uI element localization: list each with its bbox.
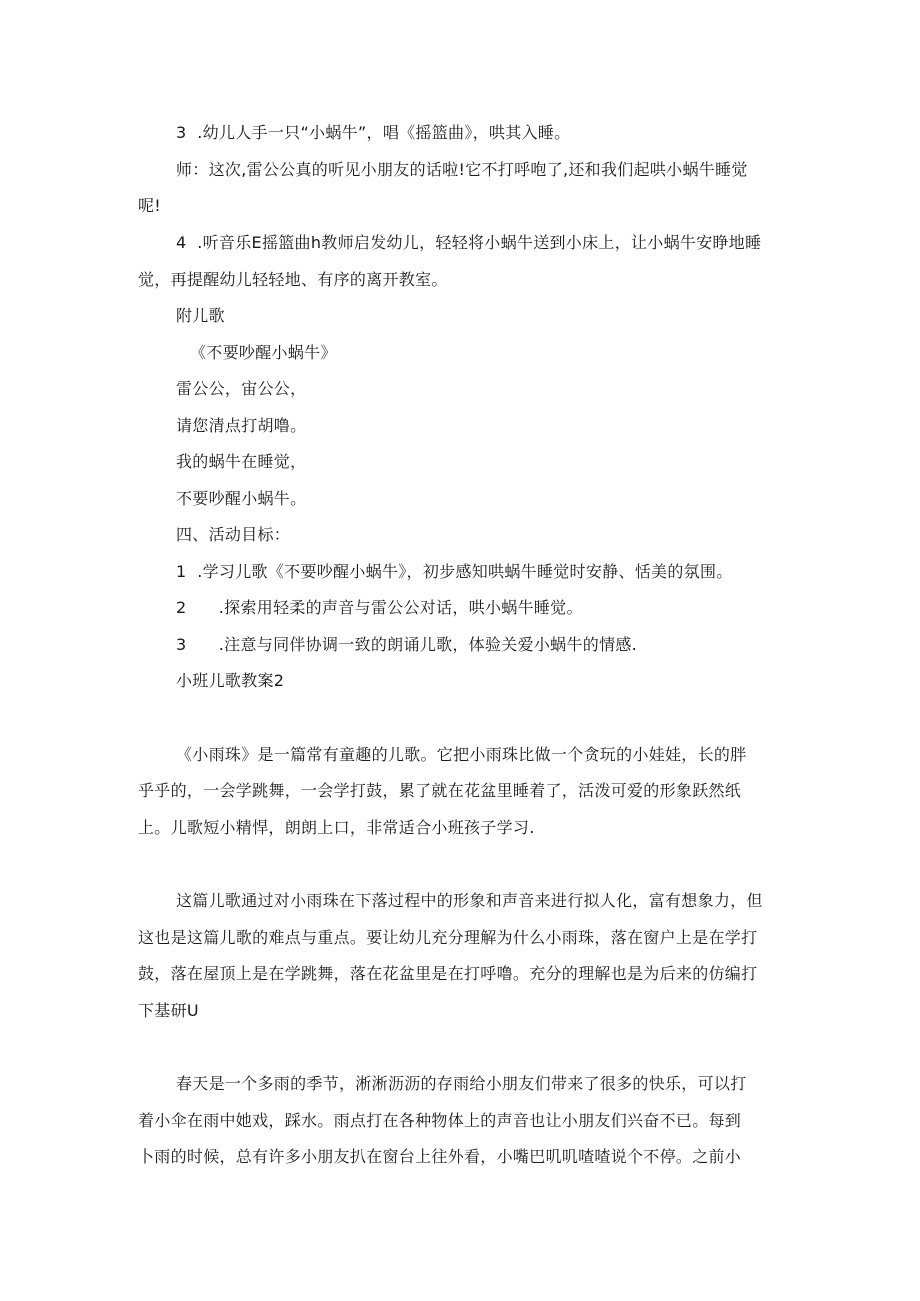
text-line: 这篇儿歌通过对小雨珠在下落过程中的形象和声音来进行拟人化，富有想象力，但 xyxy=(176,891,763,910)
poem-title: 《不要吵醒小蜗牛》 xyxy=(190,343,337,362)
section-heading: 小班儿歌教案2 xyxy=(176,671,285,690)
text-line: 《小雨珠》是一篇常有童趣的儿歌。它把小雨珠比做一个贪玩的小娃娃，长的胖 xyxy=(176,745,747,764)
poem-line: 不要吵醒小蜗牛。 xyxy=(176,489,307,508)
text-line: 2 .探索用轻柔的声音与雷公公对话，哄小蜗牛睡觉。 xyxy=(176,598,583,617)
text-line: 4 .听音乐E摇篮曲h教师启发幼儿，轻轻将小蜗牛送到小床上，让小蜗牛安睁地睡 xyxy=(176,233,762,252)
text-line: 春天是一个多雨的季节，淅淅沥沥的存雨给小朋友们带来了很多的快乐，可以打 xyxy=(176,1074,747,1093)
text-line: 乎乎的，一会学跳舞，一会学打鼓，累了就在花盆里睡着了，活泼可爱的形象跃然纸 xyxy=(138,781,742,800)
poem-line: 雷公公，宙公公， xyxy=(176,379,307,398)
text-line: 着小伞在雨中她戏，踩水。雨点打在各种物体上的声音也让小朋友们兴奋不已。每到 xyxy=(138,1111,742,1130)
poem-line: 请您清点打胡噜。 xyxy=(176,416,307,435)
text-line: 鼓，落在屋顶上是在学跳舞，落在花盆里是在打呼噜。充分的理解也是为后来的仿编打 xyxy=(138,964,758,983)
text-line: 附儿歌 xyxy=(176,306,225,325)
text-line: 上。儿歌短小精悍，朗朗上口，非常适合小班孩子学习. xyxy=(138,818,535,837)
text-line: 3 .注意与同伴协调一致的朗诵儿歌，体验关爱小蜗牛的情感. xyxy=(176,635,638,654)
text-line: 师：这次,雷公公真的听见小朋友的话啦!它不打呼咆了,还和我们起哄小蜗牛睡觉 xyxy=(176,160,748,179)
text-line: 呢! xyxy=(138,196,162,215)
text-line: 觉，再提醒幼儿轻轻地、有序的离开教室。 xyxy=(138,270,448,289)
poem-line: 我的蜗牛在睡觉， xyxy=(176,452,307,471)
text-line: 1 .学习儿歌《不要吵醒小蜗牛》，初步感知哄蜗牛睡觉时安静、恬美的氛围。 xyxy=(176,562,733,581)
text-line: 下基研U xyxy=(138,1001,199,1020)
text-line: 卜雨的时候，总有许多小朋友扒在窗台上往外看，小嘴巴叽叽喳喳说个不停。之前小 xyxy=(138,1147,742,1166)
section-heading: 四、活动目标： xyxy=(176,525,291,544)
text-line: 3 .幼儿人手一只“小蜗牛”，唱《摇篮曲》，哄其入睡。 xyxy=(176,123,571,142)
text-line: 这也是这篇儿歌的难点与重点。要让幼儿充分理解为什么小雨珠，落在窗户上是在学打 xyxy=(138,928,758,947)
